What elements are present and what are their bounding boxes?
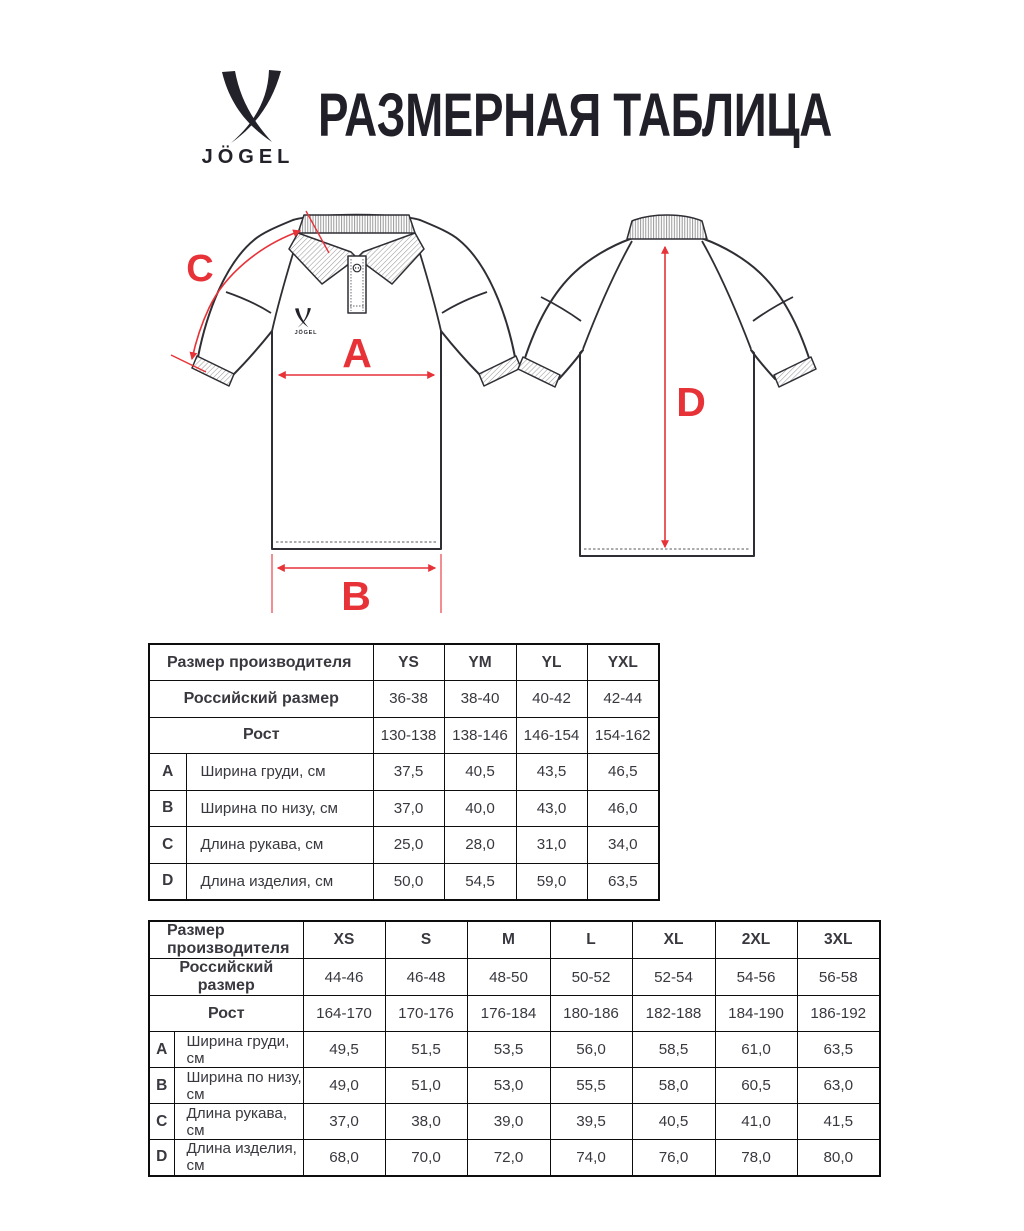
dimension-label-a: A (342, 330, 372, 376)
size-code: XS (303, 921, 385, 959)
info-value: 154-162 (587, 717, 659, 754)
size-code: 3XL (797, 921, 880, 959)
button-hole (355, 267, 356, 268)
polo-front-button (353, 264, 361, 272)
measure-label: Ширина по низу, см (186, 790, 373, 827)
size-code: YXL (587, 644, 659, 681)
table-header-row (149, 644, 659, 681)
polo-back-body (524, 234, 810, 556)
dimension-letter: C (149, 1104, 174, 1140)
measure-value: 39,0 (467, 1104, 550, 1140)
measure-value: 41,0 (715, 1104, 797, 1140)
measure-value: 54,5 (444, 863, 516, 900)
table-measure-row (149, 863, 659, 900)
table-measure-row (149, 1032, 880, 1068)
size-code: XL (632, 921, 715, 959)
size-code: M (467, 921, 550, 959)
measure-value: 25,0 (373, 827, 444, 864)
measure-value: 58,0 (632, 1068, 715, 1104)
info-value: 130-138 (373, 717, 444, 754)
measure-value: 68,0 (303, 1140, 385, 1176)
measure-value: 34,0 (587, 827, 659, 864)
button-hole (358, 267, 359, 268)
measure-label: Ширина груди, см (186, 754, 373, 791)
dimension-label-c: C (186, 248, 214, 290)
table-info-row (149, 717, 659, 754)
table-info-row (149, 959, 880, 996)
measure-value: 53,0 (467, 1068, 550, 1104)
measure-label: Длина рукава, см (174, 1104, 303, 1140)
measure-value: 38,0 (385, 1104, 467, 1140)
measure-value: 46,0 (587, 790, 659, 827)
dimension-label-b: B (341, 573, 371, 619)
measure-value: 49,0 (303, 1068, 385, 1104)
info-value: 54-56 (715, 959, 797, 996)
info-value: 186-192 (797, 996, 880, 1032)
info-value: 42-44 (587, 681, 659, 718)
chest-logo-text: JÖGEL (294, 330, 318, 336)
table-measure-row (149, 1140, 880, 1176)
measure-value: 37,0 (373, 790, 444, 827)
info-value: 52-54 (632, 959, 715, 996)
garment-diagram (0, 190, 1024, 630)
measure-value: 28,0 (444, 827, 516, 864)
measure-value: 49,5 (303, 1032, 385, 1068)
table-measure-row (149, 1068, 880, 1104)
measure-value: 51,0 (385, 1068, 467, 1104)
table-header-row (149, 921, 880, 959)
measure-value: 40,0 (444, 790, 516, 827)
measure-value: 72,0 (467, 1140, 550, 1176)
info-value: 180-186 (550, 996, 632, 1032)
size-code: YL (516, 644, 587, 681)
measure-value: 70,0 (385, 1140, 467, 1176)
dimension-letter: D (149, 1140, 174, 1176)
measure-value: 58,5 (632, 1032, 715, 1068)
dimension-letter: D (149, 863, 186, 900)
measure-value: 63,5 (587, 863, 659, 900)
table-measure-row (149, 754, 659, 791)
info-value: 50-52 (550, 959, 632, 996)
size-code: 2XL (715, 921, 797, 959)
dimension-letter: B (149, 1068, 174, 1104)
brand-logo-icon (214, 64, 290, 148)
measure-value: 39,5 (550, 1104, 632, 1140)
info-row-label: Рост (149, 996, 303, 1032)
size-table-youth (148, 643, 660, 901)
measure-label: Длина изделия, см (186, 863, 373, 900)
info-value: 46-48 (385, 959, 467, 996)
manufacturer-size-label: Размер производителя (149, 644, 373, 681)
info-value: 184-190 (715, 996, 797, 1032)
measure-value: 51,5 (385, 1032, 467, 1068)
dimension-letter: C (149, 827, 186, 864)
dimension-label-d: D (676, 379, 706, 425)
measure-value: 43,5 (516, 754, 587, 791)
table-info-row (149, 681, 659, 718)
measure-value: 56,0 (550, 1032, 632, 1068)
size-code: YS (373, 644, 444, 681)
measure-value: 46,5 (587, 754, 659, 791)
size-code: L (550, 921, 632, 959)
measure-label: Длина изделия, см (174, 1140, 303, 1176)
manufacturer-size-label: Размер производителя (149, 921, 303, 959)
size-code: YM (444, 644, 516, 681)
info-value: 146-154 (516, 717, 587, 754)
dimension-letter: B (149, 790, 186, 827)
measure-value: 59,0 (516, 863, 587, 900)
measure-value: 53,5 (467, 1032, 550, 1068)
info-value: 176-184 (467, 996, 550, 1032)
measure-value: 74,0 (550, 1140, 632, 1176)
brand-name: JÖGEL (201, 146, 295, 168)
measure-value: 50,0 (373, 863, 444, 900)
info-value: 182-188 (632, 996, 715, 1032)
polo-back (518, 215, 816, 556)
size-code: S (385, 921, 467, 959)
dimension-letter: A (149, 754, 186, 791)
measure-value: 61,0 (715, 1032, 797, 1068)
polo-back-collar-band (627, 215, 707, 239)
info-value: 164-170 (303, 996, 385, 1032)
table-measure-row (149, 1104, 880, 1140)
measure-value: 63,0 (797, 1068, 880, 1104)
measure-value: 37,0 (303, 1104, 385, 1140)
info-value: 170-176 (385, 996, 467, 1032)
info-value: 48-50 (467, 959, 550, 996)
measure-value: 37,5 (373, 754, 444, 791)
measure-value: 41,5 (797, 1104, 880, 1140)
info-value: 38-40 (444, 681, 516, 718)
info-row-label: Российский размер (149, 959, 303, 996)
table-measure-row (149, 790, 659, 827)
measure-value: 60,5 (715, 1068, 797, 1104)
measure-value: 78,0 (715, 1140, 797, 1176)
polo-front-collar-band (298, 215, 415, 233)
measure-value: 76,0 (632, 1140, 715, 1176)
info-row-label: Российский размер (149, 681, 373, 718)
page-title: РАЗМЕРНАЯ ТАБЛИЦА (318, 81, 832, 149)
measure-label: Ширина по низу, см (174, 1068, 303, 1104)
measure-value: 40,5 (632, 1104, 715, 1140)
info-value: 44-46 (303, 959, 385, 996)
info-row-label: Рост (149, 717, 373, 754)
measure-label: Длина рукава, см (186, 827, 373, 864)
dimension-letter: A (149, 1032, 174, 1068)
measure-value: 63,5 (797, 1032, 880, 1068)
measure-value: 40,5 (444, 754, 516, 791)
table-measure-row (149, 827, 659, 864)
measure-label: Ширина груди, см (174, 1032, 303, 1068)
info-value: 36-38 (373, 681, 444, 718)
info-value: 138-146 (444, 717, 516, 754)
measure-value: 80,0 (797, 1140, 880, 1176)
size-table-adult (148, 920, 881, 1177)
measure-value: 55,5 (550, 1068, 632, 1104)
info-value: 40-42 (516, 681, 587, 718)
measure-value: 31,0 (516, 827, 587, 864)
info-value: 56-58 (797, 959, 880, 996)
table-info-row (149, 996, 880, 1032)
measure-value: 43,0 (516, 790, 587, 827)
